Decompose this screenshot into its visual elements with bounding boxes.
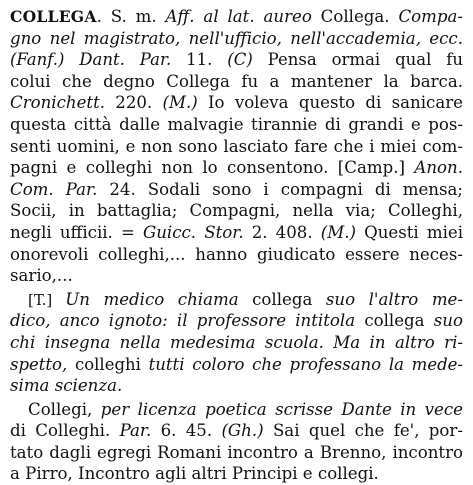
entry-line [10, 179, 463, 201]
entry-text: Pensa ormai qual fu [267, 50, 463, 70]
entry-text-italic: Compa- [398, 7, 463, 26]
entry-text-italic: Guicc. Stor. [142, 222, 252, 242]
entry-text-italic: Un medico chiama [65, 289, 253, 309]
entry-line [10, 310, 463, 332]
entry-text: Socii, in battaglia; Compagni, nella via; Colleghi, [10, 201, 463, 221]
entry-text: senti uomini, e non sono lasciato fare che i miei com- [10, 136, 463, 156]
entry-text: colleghi [74, 354, 149, 374]
entry-line [10, 332, 463, 354]
entry-text-italic: Aff. al lat. aureo [165, 7, 321, 26]
entry-text: . S. m. [96, 7, 166, 26]
entry-text: Questi miei [364, 222, 463, 242]
entry-line [10, 244, 463, 266]
entry-text: Collega. [320, 7, 399, 26]
entry-text: onorevoli colleghi,... hanno giudicato essere neces- [10, 244, 463, 264]
entry-line [10, 289, 463, 311]
entry-line [10, 200, 463, 222]
entry-text-italic: (M.) [320, 222, 365, 242]
entry-text: negli ufficii. = [10, 222, 143, 242]
entry-line [10, 28, 463, 50]
entry-text-italic: spetto, [10, 354, 75, 374]
entry-line [10, 71, 463, 93]
entry-text-italic: (C) [227, 50, 268, 70]
entry-text-italic: (Gh.) [221, 421, 273, 441]
entry-text-italic: gno nel magistrato, nell'ufficio, nell'accademia, ecc. [10, 28, 463, 48]
entry-text: pagni e colleghi non lo consentono. [Camp.] [10, 158, 415, 178]
entry-text: collega [252, 289, 326, 309]
entry-text-italic: Cronichett. [10, 93, 116, 113]
entry-text: 220. [115, 93, 163, 113]
entry-line [10, 354, 463, 376]
entry-text: Sai quel che fe', por- [272, 421, 463, 441]
entry-text: a Pirro, Incontro agli altri Principi e collegi. [10, 464, 379, 484]
entry-text: tato dagli egregi Romani incontro a Brenno, incontro [10, 442, 463, 462]
entry-text: 2. 408. [251, 222, 321, 242]
entry-line [10, 49, 463, 71]
entry-text: Io voleva questo di sanicare [208, 93, 463, 113]
entry-line [10, 114, 463, 136]
entry-text-italic: Par. [119, 421, 161, 441]
entry-text-italic: tutti coloro che professano la mede- [148, 354, 463, 374]
entry-text: 24. Sodali sono i compagni di mensa; [109, 179, 463, 199]
entry-text-italic: Anon. [414, 158, 463, 178]
entry-text: colui che degno Collega fu a mantener la barca. [10, 71, 463, 91]
entry-line [10, 157, 463, 179]
entry-text-italic: dico, anco ignoto: il professore intitola [10, 311, 365, 331]
entry-text-italic: chi insegna nella medesima scuola. Ma in altro ri- [10, 332, 463, 352]
entry-text: sario,... [10, 266, 73, 286]
entry-text: 6. 45. [160, 421, 222, 441]
entry-text-italic: suo [433, 311, 463, 331]
section-label: [T.] [28, 290, 66, 309]
entry-text-italic: (Fanf.) Dant. Par. [10, 50, 187, 70]
entry-line [10, 399, 463, 421]
entry-text: 11. [186, 50, 228, 70]
entry-line [10, 136, 463, 158]
entry-line [10, 375, 463, 397]
entry-line [10, 92, 463, 114]
entry-line [10, 442, 463, 464]
entry-text-italic: (M.) [162, 93, 208, 113]
entry-text-italic: per licenza poetica scrisse Dante in vece [100, 399, 463, 419]
entry-line [10, 222, 463, 244]
entry-text: Collegi, [28, 399, 101, 419]
entry-text: di Colleghi. [10, 421, 120, 441]
entry-line [10, 463, 463, 485]
entry-text-italic: Com. Par. [10, 179, 110, 199]
entry-text: questa città dalle malvagie tirannie di grandi e pos- [10, 114, 463, 134]
entry-text: collega [364, 311, 434, 331]
entry-text-italic: sima scienza. [10, 376, 123, 396]
entry-line [10, 420, 463, 442]
entry-text-italic: suo l'altro me- [325, 289, 463, 309]
entry-line [10, 6, 463, 28]
entry-line [10, 265, 463, 287]
headword: COLLEGA [10, 7, 97, 26]
